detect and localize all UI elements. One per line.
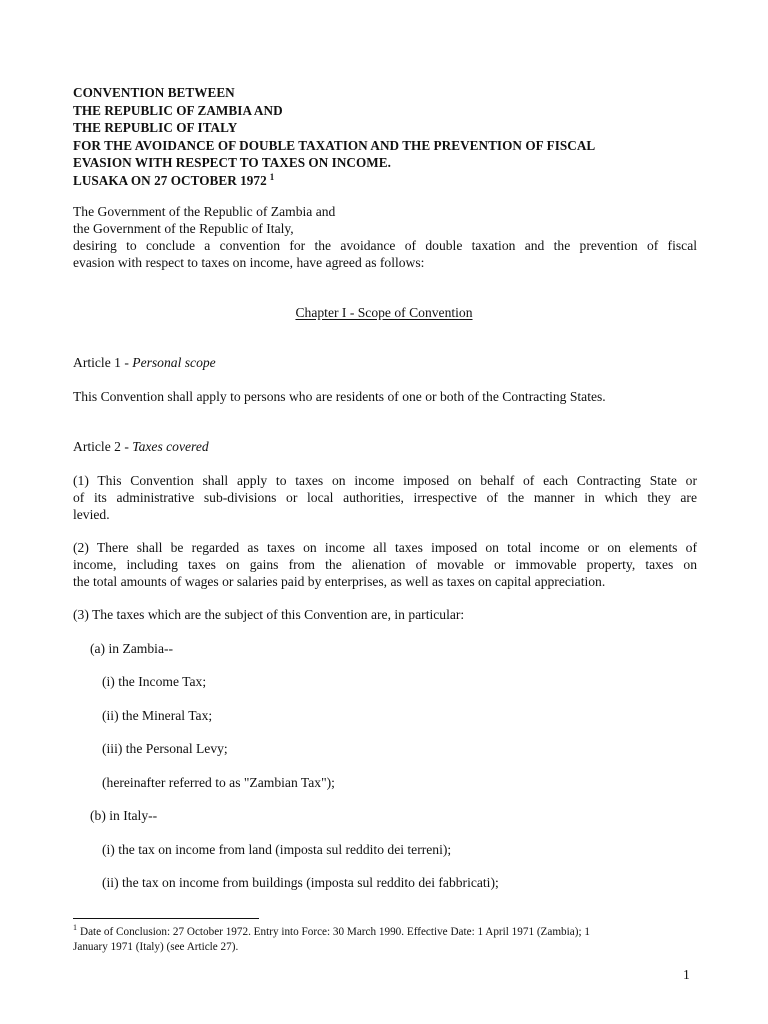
title-line: FOR THE AVOIDANCE OF DOUBLE TAXATION AND THE PREVENTION OF FISCAL — [73, 137, 596, 153]
paragraph-line: the total amounts of wages or salaries paid by enterprises, as well as taxes on capital appreciation. — [73, 574, 606, 589]
italy-tax-item: (i) the tax on income from land (imposta sul reddito dei terreni); — [102, 842, 452, 857]
italy-tax-item: (ii) the tax on income from buildings (imposta sul reddito dei fabbricati); — [102, 875, 499, 890]
zambia-tax-item: (iii) the Personal Levy; — [102, 741, 228, 756]
chapter-heading — [0, 304, 768, 321]
article-2-subject: Taxes covered — [132, 439, 209, 454]
article-2-heading — [73, 438, 209, 455]
title-line: THE REPUBLIC OF ITALY — [73, 120, 238, 136]
paragraph-line: of its administrative sub-divisions or local authorities, irrespective of the manner in which they are — [73, 490, 697, 505]
title-date-text: LUSAKA ON 27 OCTOBER 1972 — [73, 172, 267, 188]
title-line-date — [73, 172, 703, 190]
article-1-subject: Personal scope — [132, 355, 216, 370]
title-line: THE REPUBLIC OF ZAMBIA AND — [73, 102, 283, 118]
chapter-heading-text: Chapter I - Scope of Convention — [295, 305, 473, 320]
article-1-line: This Convention shall apply to persons who are residents of one or both of the Contracting States. — [73, 389, 606, 404]
italy-taxes-label: (b) in Italy-- — [90, 808, 158, 823]
footnote-separator — [73, 918, 259, 919]
preamble-line: evasion with respect to taxes on income, have agreed as follows: — [73, 255, 425, 270]
article-2-paragraph-1 — [73, 472, 697, 523]
page-number: 1 — [683, 967, 690, 982]
article-1-heading — [73, 354, 216, 371]
preamble-line: The Government of the Republic of Zambia and — [73, 204, 336, 219]
article-2-label: Article 2 - — [73, 439, 133, 454]
article-1-text — [73, 388, 697, 405]
footnote-marker: 1 — [73, 923, 77, 933]
title-line: CONVENTION BETWEEN — [73, 85, 235, 100]
paragraph-line: (2) There shall be regarded as taxes on income all taxes imposed on total income or on elements of — [73, 540, 697, 555]
footnote-text: Date of Conclusion: 27 October 1972. Entry into Force: 30 March 1990. Effective Date: 1 April 1971 (Zambia); 1 — [80, 926, 590, 938]
footnote-line — [73, 925, 697, 940]
footnote — [73, 925, 697, 955]
preamble-line: the Government of the Republic of Italy, — [73, 221, 294, 236]
paragraph-line: income, including taxes on gains from the alienation of movable or immovable property, taxes on — [73, 557, 697, 572]
preamble-line: desiring to conclude a convention for the avoidance of double taxation and the prevention of fiscal — [73, 238, 697, 253]
article-1-label: Article 1 - — [73, 355, 133, 370]
article-2-paragraph-3 — [73, 606, 697, 623]
paragraph-line: (3) The taxes which are the subject of this Convention are, in particular: — [73, 607, 465, 622]
title-line: EVASION WITH RESPECT TO TAXES ON INCOME. — [73, 155, 391, 171]
preamble — [73, 203, 697, 271]
document-title — [73, 84, 703, 190]
footnote-line: January 1971 (Italy) (see Article 27). — [73, 941, 239, 953]
zambia-tax-item: (i) the Income Tax; — [102, 674, 207, 689]
zambia-taxes-label: (a) in Zambia-- — [90, 641, 174, 656]
zambia-tax-item: (ii) the Mineral Tax; — [102, 708, 213, 723]
paragraph-line: levied. — [73, 507, 110, 522]
footnote-reference[interactable]: 1 — [269, 171, 275, 182]
article-2-paragraph-2 — [73, 539, 697, 590]
zambia-tax-note: (hereinafter referred to as "Zambian Tax"); — [102, 775, 335, 790]
paragraph-line: (1) This Convention shall apply to taxes on income imposed on behalf of each Contracting State or — [73, 473, 697, 488]
